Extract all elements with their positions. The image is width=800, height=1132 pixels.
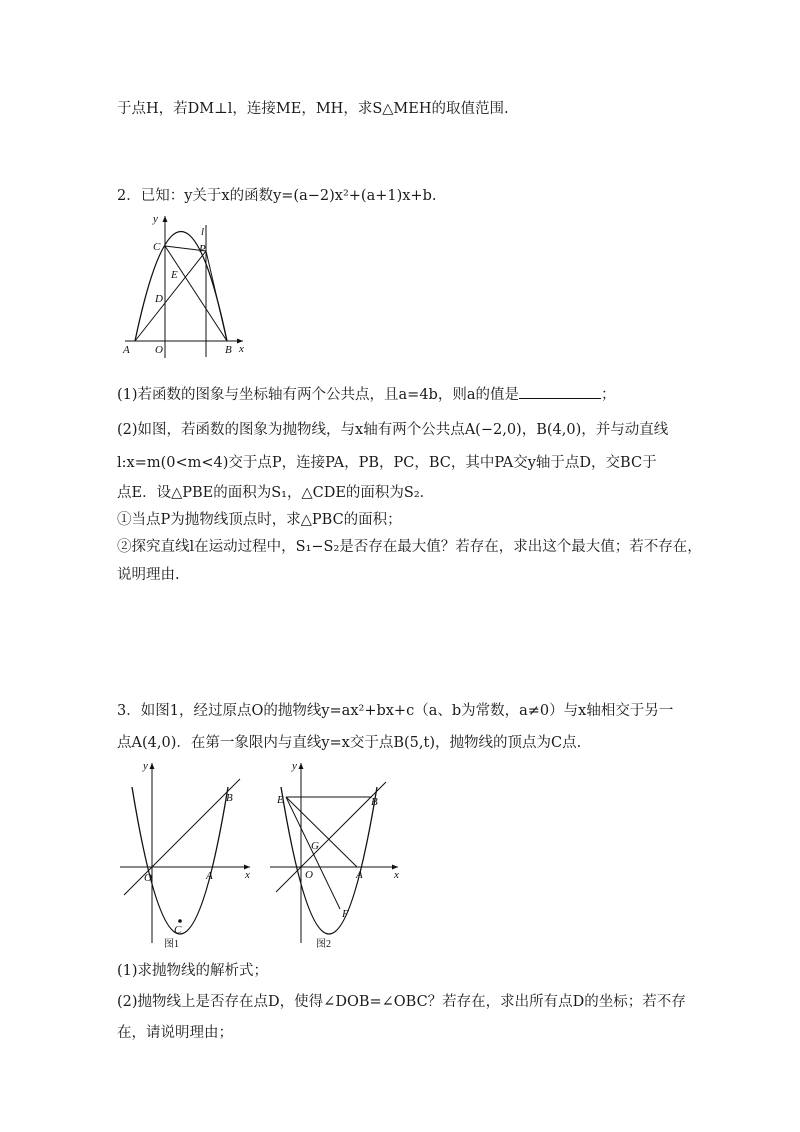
q3-fig2-B: B <box>371 796 378 808</box>
q2-fig-A: A <box>123 344 130 356</box>
q2-fig-P: P <box>199 243 206 255</box>
intro-line <box>117 99 509 119</box>
q2-sub1-text: ①当点P为抛物线顶点时，求△PBC的面积； <box>117 512 402 528</box>
q3-fig1-C: C <box>174 924 182 936</box>
answer-blank <box>519 386 601 399</box>
q2-fig-C: C <box>153 241 161 253</box>
q2-sub1 <box>117 510 402 530</box>
q2-part2-line1 <box>117 420 668 440</box>
q2-figure <box>115 210 250 360</box>
q2-fig-D: D <box>155 293 163 305</box>
q3-part2-line1 <box>117 992 686 1012</box>
q2-part1-end: ； <box>600 387 616 403</box>
q3-figure1 <box>118 757 258 949</box>
q2-sub2-text2: 说明理由. <box>117 567 180 583</box>
q2-part2-line2 <box>117 453 657 473</box>
q2-part2-line3 <box>117 483 434 503</box>
q3-stem-text2: 点A(4,0)．在第一象限内与直线y=x交于点B(5,t)，抛物线的顶点为C点. <box>117 735 582 751</box>
q3-part2-text2: 在，请说明理由； <box>117 1025 233 1041</box>
q3-fig2-G: G <box>311 840 319 852</box>
q2-stem <box>117 186 436 206</box>
q2-fig-B: B <box>225 344 232 356</box>
q2-fig-E: E <box>171 269 178 281</box>
q3-figure2 <box>268 757 408 949</box>
q3-stem-text1: 3．如图1，经过原点O的抛物线y=ax²+bx+c（a、b为常数，a≠0）与x轴相交于另一 <box>117 703 674 719</box>
q3-stem-line2 <box>117 733 581 753</box>
q2-fig-y: y <box>153 213 158 225</box>
q2-sub2-text1: ②探究直线l在运动过程中，S₁−S₂是否存在最大值？若存在，求出这个最大值；若不存在， <box>117 539 702 555</box>
q3-fig1-y: y <box>143 760 148 772</box>
q3-fig2-O: O <box>305 869 313 881</box>
q3-fig2-x: x <box>394 869 399 881</box>
q2-part1-text: (1)若函数的图象与坐标轴有两个公共点，且a=4b，则a的值是 <box>117 387 519 403</box>
q3-fig1-x: x <box>245 869 250 881</box>
q2-part2-text3: 点E．设△PBE的面积为S₁，△CDE的面积为S₂． <box>117 485 435 501</box>
intro-text: 于点H，若DM⊥l，连接ME，MH，求S△MEH的取值范围. <box>117 101 509 117</box>
q3-fig1-B: B <box>226 792 233 804</box>
q3-part1-text: (1)求抛物线的解析式； <box>117 963 269 979</box>
q2-fig-x: x <box>239 343 244 355</box>
q2-sub2-line2 <box>117 565 180 585</box>
q2-part2-text2: l:x=m(0<m<4)交于点P，连接PA，PB，PC，BC，其中PA交y轴于点D，交BC于 <box>117 455 657 471</box>
q3-part2-line2 <box>117 1023 233 1043</box>
q3-part2-text1: (2)抛物线上是否存在点D，使得∠DOB=∠OBC？若存在，求出所有点D的坐标；若不存 <box>117 994 686 1010</box>
q2-sub2-line1 <box>117 537 702 557</box>
q3-fig2-E: E <box>277 794 284 806</box>
q2-fig-O: O <box>155 344 163 356</box>
q3-fig1-A: A <box>206 870 213 882</box>
q3-stem-line1 <box>117 701 673 721</box>
q2-fig-l: l <box>201 226 205 238</box>
q3-fig2-A: A <box>356 869 363 881</box>
q3-fig2-caption: 图2 <box>316 939 331 950</box>
q3-fig1-caption: 图1 <box>164 939 179 950</box>
q3-fig2-F: F <box>342 908 349 920</box>
q3-part1 <box>117 961 268 981</box>
q2-part1 <box>117 385 615 405</box>
q3-fig1-O: O <box>144 872 152 884</box>
q2-stem-text: 2．已知：y关于x的函数y=(a−2)x²+(a+1)x+b. <box>117 188 437 204</box>
q3-fig2-y: y <box>292 760 297 772</box>
q2-part2-text1: (2)如图，若函数的图象为抛物线，与x轴有两个公共点A(−2,0)，B(4,0)，并与动直线 <box>117 422 669 438</box>
